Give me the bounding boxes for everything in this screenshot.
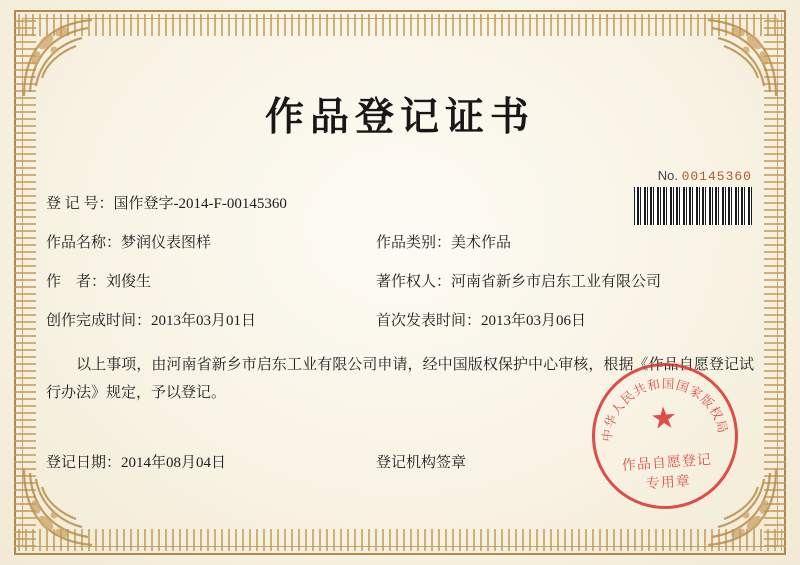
signature-label: 登记机构签章	[376, 455, 467, 471]
field-row	[46, 272, 754, 292]
official-seal	[587, 358, 743, 514]
barcode-icon	[634, 187, 752, 225]
field-work-category	[376, 233, 754, 253]
field-label: 著作权人：	[376, 274, 452, 290]
registration-number-value: 00145360	[681, 169, 752, 184]
field-label: 作 者：	[46, 274, 107, 290]
field-label: 首次发表时间：	[376, 313, 482, 329]
field-value: 2013年03月06日	[481, 313, 587, 329]
star-icon: ★	[649, 401, 679, 437]
field-first-publication-date	[376, 311, 754, 331]
field-work-title	[46, 233, 376, 253]
field-registration-date	[46, 451, 376, 472]
field-value: 国作登字-2014-F-00145360	[113, 196, 287, 212]
field-author	[46, 272, 376, 292]
field-copyright-owner	[376, 272, 754, 292]
field-label: 创作完成时间：	[46, 313, 152, 329]
field-value: 美术作品	[451, 235, 512, 251]
seal-line-2: 专用章	[645, 473, 692, 493]
registration-number-row	[46, 168, 754, 188]
field-label: 作品名称：	[46, 235, 122, 251]
border-pattern-bottom	[18, 529, 782, 551]
field-registration-number	[46, 194, 376, 214]
field-value: 梦润仪表图样	[121, 235, 212, 251]
field-value: 2014年08月04日	[121, 455, 227, 471]
field-label: 作品类别：	[376, 235, 452, 251]
field-row	[46, 233, 754, 253]
border-pattern-top	[18, 14, 782, 36]
seal-line-1: 作品自愿登记	[621, 451, 713, 475]
registration-number	[658, 168, 752, 184]
field-value: 2013年03月01日	[151, 313, 257, 329]
svg-text:中华人民共和国国家版权局: 中华人民共和国国家版权局	[599, 375, 731, 443]
field-label: 登 记 号：	[46, 196, 114, 212]
registration-number-label: No.	[657, 168, 678, 183]
field-row	[46, 311, 754, 331]
field-creation-date	[46, 311, 376, 331]
field-value: 河南省新乡市启东工业有限公司	[451, 274, 662, 290]
field-value: 刘俊生	[106, 274, 152, 290]
field-label: 登记日期：	[46, 455, 122, 471]
page-title: 作品登记证书	[264, 94, 535, 140]
statement-text: 以上事项，由河南省新乡市启东工业有限公司申请，经中国版权保护中心审核，根据《作品自愿登记试行办法》规定，予以登记。	[46, 357, 754, 401]
